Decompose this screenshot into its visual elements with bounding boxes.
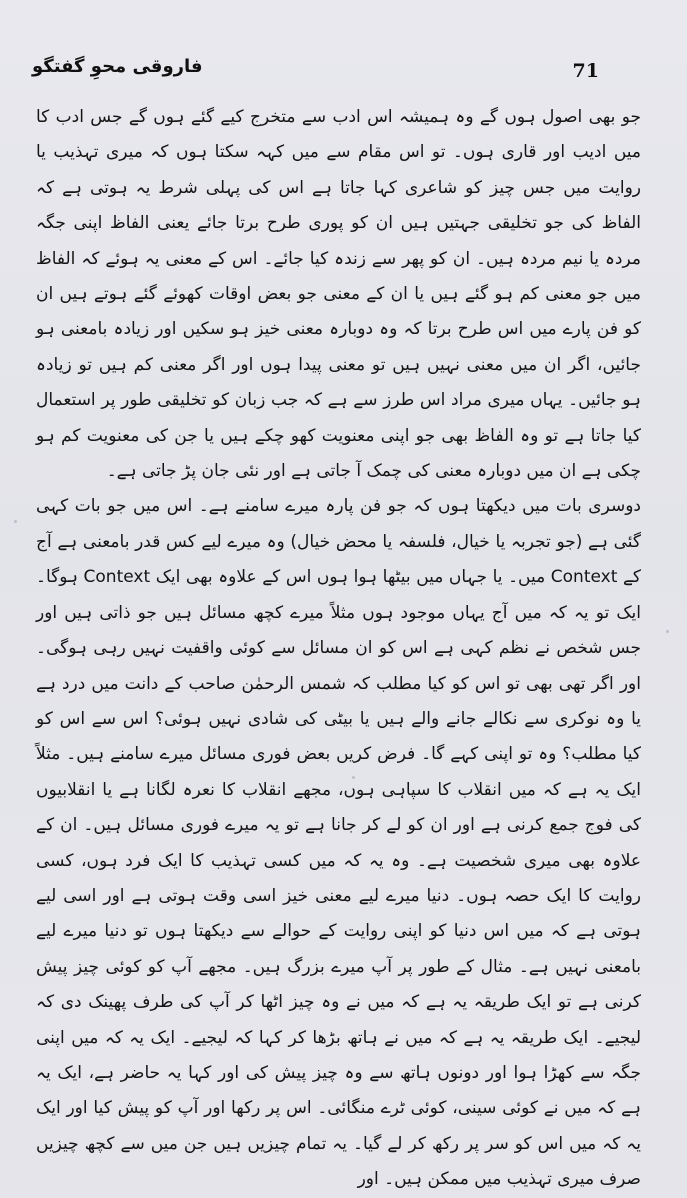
paragraph-2: دوسری بات میں دیکھتا ہوں کہ جو فن پارہ میرے سامنے ہے۔ اس میں جو بات کہی گئی ہے (جو تجربہ یا خیال، فلسفہ یا محض خیال) وہ میرے لیے کس قدر بامعنی ہے آج کے Context میں۔ یا جہاں میں بیٹھا ہوا ہوں اس کے علاوہ بھی ایک Context ہوگا۔ ایک تو یہ کہ میں آج یہاں موجود ہوں مثلاً میرے کچھ مسائل ہیں جو ذاتی ہیں اور جس شخص نے نظم کہی ہے اس کو ان مسائل سے کوئی واقفیت نہیں رہی ہوگی۔ اور اگر تھی بھی تو اس کو کیا مطلب کہ شمس الرحمٰن صاحب کے دانت میں درد ہے یا وہ نوکری سے نکالے جانے والے ہیں یا بیٹی کی شادی نہیں ہوئی؟ اس سے اس کو کیا مطلب؟ وہ تو اپنی کہے گا۔ فرض کریں بعض فوری مسائل میرے سامنے ہیں۔ مثلاً ایک یہ ہے کہ میں انقلاب کا سپاہی ہوں، مجھے انقلاب کا نعرہ لگانا ہے یا انقلابیوں کی فوج جمع کرنی ہے اور ان کو لے کر جانا ہے تو یہ میرے فوری مسائل ہیں۔ ان کے علاوہ بھی میری شخصیت ہے۔ وہ یہ کہ میں کسی تہذیب کا ایک فرد ہوں، کسی روایت کا ایک حصہ ہوں۔ دنیا میرے لیے معنی خیز اسی وقت ہوتی ہے اور اسی لیے ہوتی ہے کہ میں اس دنیا کو اپنی روایت کے حوالے سے دیکھتا ہوں تو دنیا میرے لیے بامعنی نہیں ہے۔ مثال کے طور پر آپ میرے بزرگ ہیں۔ مجھے آپ کو کوئی چیز پیش کرنی ہے تو ایک طریقہ یہ ہے کہ میں نے وہ چیز اٹھا کر آپ کی طرف پھینک دی کہ لیجیے۔ ایک طریقہ یہ ہے کہ میں نے ہاتھ بڑھا کر کہا کہ لیجیے۔ ایک یہ کہ میں اپنی جگہ سے کھڑا ہوا اور دونوں ہاتھ سے وہ چیز پیش کی اور کہا یہ حاضر ہے، ایک یہ ہے کہ میں نے کوئی سینی، کوئی ٹرے منگائی۔ اس پر رکھا اور آپ کو پیش کیا اور ایک یہ کہ میں اس کو سر پر رکھ کر لے گیا۔ یہ تمام چیزیں ہیں جن میں سے کچھ چیزیں صرف میری تہذیب میں ممکن ہیں۔ اور — [36, 496, 641, 1190]
paper-speck — [14, 520, 17, 523]
paper-speck — [352, 776, 355, 779]
body-text — [36, 100, 641, 1198]
paragraph-1: جو بھی اصول ہوں گے وہ ہمیشہ اس ادب سے متخرج کیے گئے ہوں گے جس ادب کا میں ادیب اور قاری ہوں۔ تو اس مقام سے میں کہہ سکتا ہوں کہ میری تہذیب یا روایت میں جس چیز کو شاعری کہا جاتا ہے اس کی پہلی شرط یہ ہوتی ہے کہ الفاظ کی جو تخلیقی جہتیں ہیں ان کو پوری طرح برتا جائے یعنی الفاظ اپنی جگہ مردہ یا نیم مردہ ہیں۔ ان کو پھر سے زندہ کیا جائے۔ اس کے معنی یہ ہوئے کہ الفاظ میں جو معنی کم ہو گئے ہیں یا ان کے معنی جو بعض اوقات کھوئے گئے ہوتے ہیں ان کو فن پارے میں اس طرح برتا کہ وہ دوبارہ معنی خیز ہو سکیں اور زیادہ بامعنی ہو جائیں، اگر ان میں معنی نہیں ہیں تو معنی پیدا ہوں اور اگر معنی کم ہیں تو زیادہ ہو جائیں۔ یہاں میری مراد اس طرز سے ہے کہ جب زبان کو تخلیقی طور پر استعمال کیا جاتا ہے تو وہ الفاظ بھی جو اپنی معنویت کھو چکے ہیں یا جن کی معنویت کم ہو چکی ہے ان میں دوبارہ معنی کی چمک آ جاتی ہے اور نئی جان پڑ جاتی ہے۔ — [36, 107, 641, 482]
page-number: 71 — [572, 60, 599, 82]
page-header — [30, 52, 657, 92]
running-title: فاروقی محوِ گفتگو — [32, 56, 203, 77]
paper-speck — [666, 630, 669, 633]
